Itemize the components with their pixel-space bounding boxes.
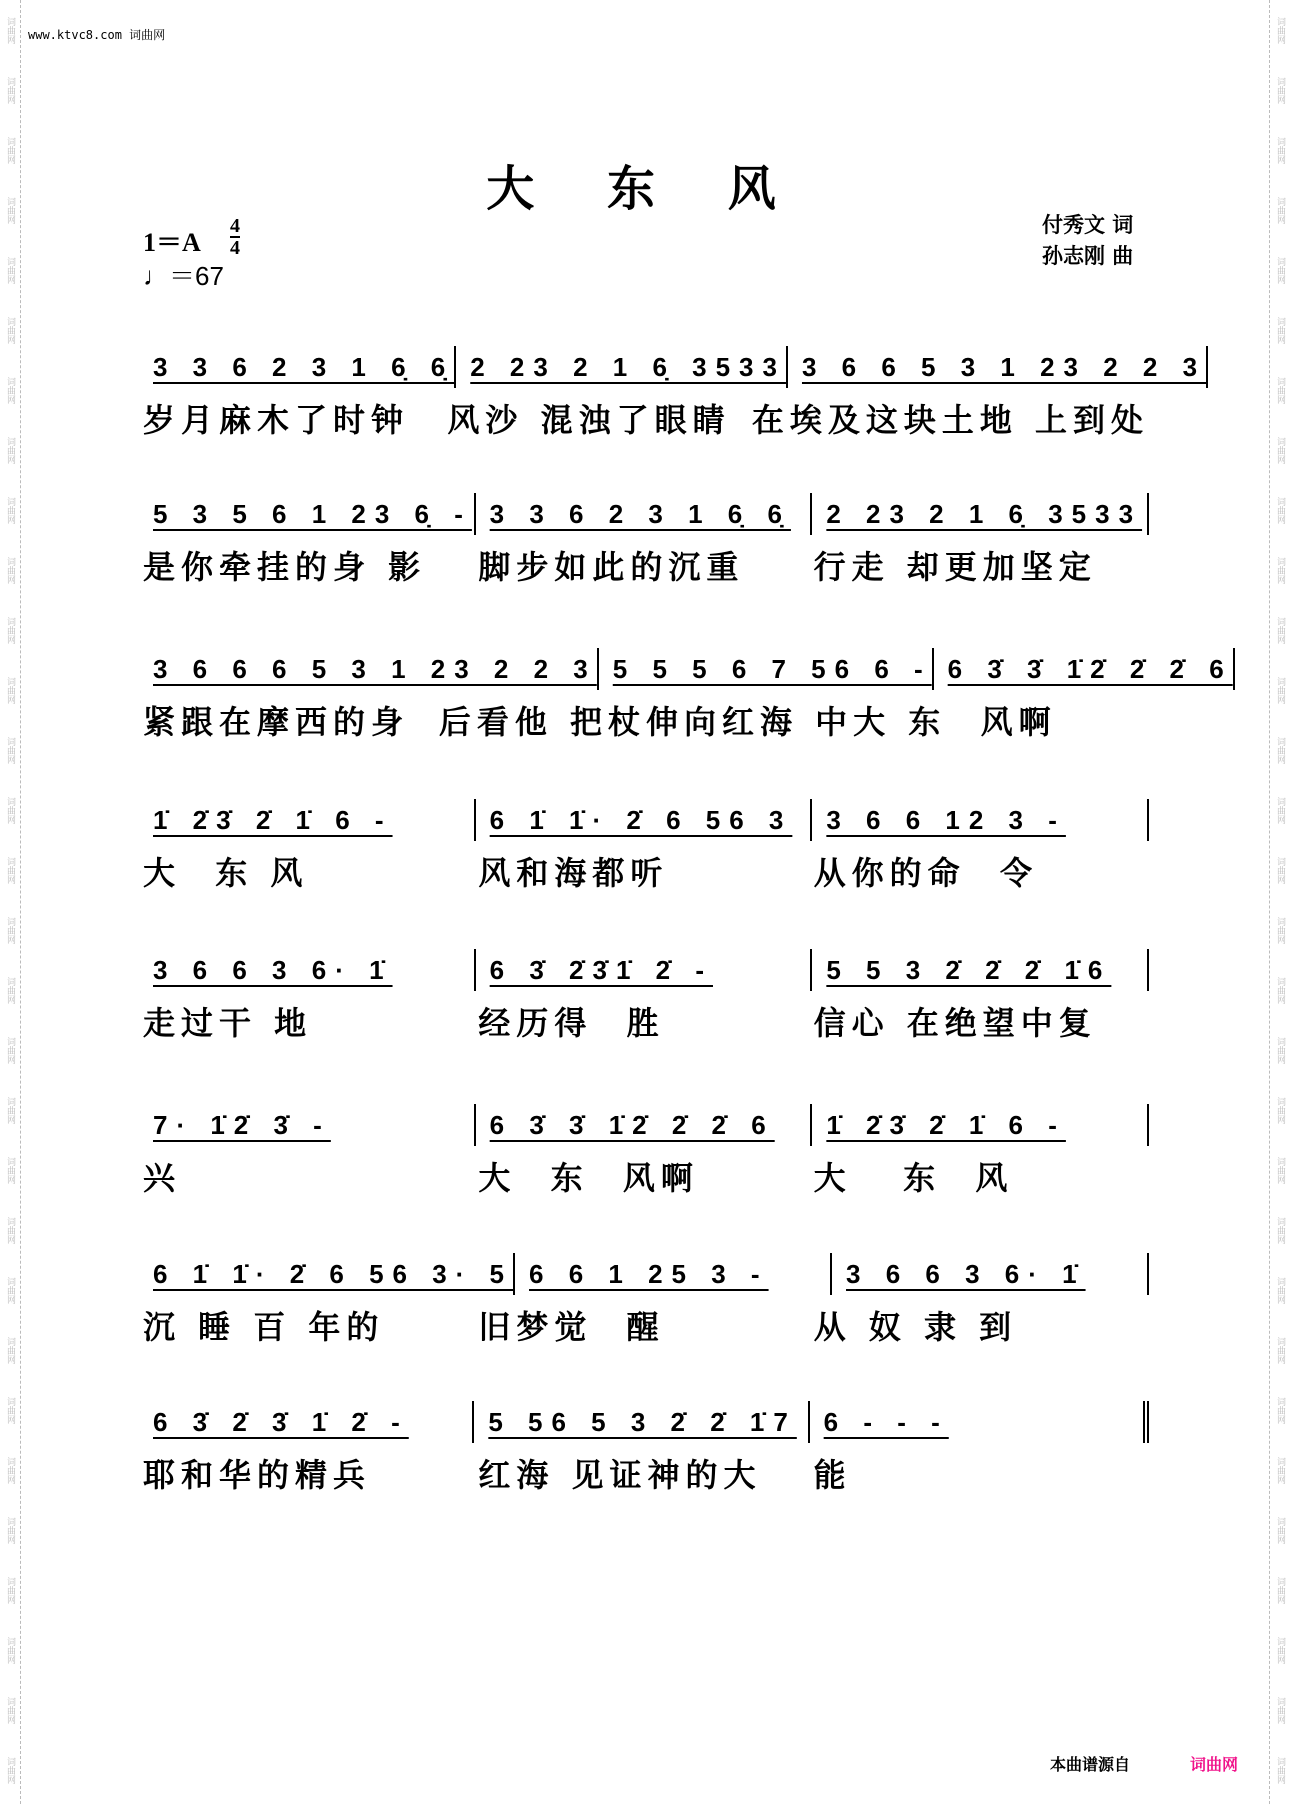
watermark-text: 词曲网 (1275, 136, 1285, 164)
watermark-text: 词曲网 (1275, 316, 1285, 344)
lyric-segment: 耶和华的精兵 (143, 1456, 372, 1494)
lyrics-row (143, 542, 1149, 588)
measure: 3 6 6 12 3 - (812, 799, 1149, 841)
lyric-segment: 后看他 把杖伸向红海 中 (438, 703, 854, 741)
watermark-text: 词曲网 (1275, 856, 1285, 884)
watermark-text: 词曲网 (5, 856, 15, 884)
watermark-text: 词曲网 (5, 556, 15, 584)
watermark-text: 词曲网 (5, 1036, 15, 1064)
watermark-text: 词曲网 (5, 1276, 15, 1304)
watermark-text: 词曲网 (1275, 616, 1285, 644)
lyric-segment: 是你牵挂的身 影 (143, 548, 427, 586)
watermark-text: 词曲网 (1275, 1336, 1285, 1364)
measure: 3 6 6 3 6· 1̇ (143, 949, 476, 991)
lyric-segment: 走过干 地 (143, 1004, 313, 1042)
lyric-segment: 信心 在绝望中复 (813, 1004, 1097, 1042)
lyric-segment: 沉 睡 百 年的 (143, 1308, 385, 1346)
measure: 6 1̇ 1̇· 2̇ 6 56 3 (476, 799, 813, 841)
meter-top: 4 (230, 215, 240, 237)
watermark-text: 词曲网 (1275, 196, 1285, 224)
measure: 5 5 3 2̇ 2̇ 2̇ 1̇6 (812, 949, 1149, 991)
lyric-segment: 风沙 混浊了眼睛 (447, 401, 731, 439)
watermark-text: 词曲网 (1275, 1216, 1285, 1244)
watermark-text: 词曲网 (1275, 676, 1285, 704)
watermark-text: 词曲网 (5, 1156, 15, 1184)
measure: 6 3̇ 3̇ 1̇2̇ 2̇ 2̇ 6 (476, 1104, 813, 1146)
notes-row (143, 798, 1149, 842)
watermark-text: 词曲网 (5, 1756, 15, 1784)
lyric-segment: 兴 (143, 1159, 182, 1197)
watermark-text: 词曲网 (1275, 376, 1285, 404)
watermark-text: 词曲网 (1275, 436, 1285, 464)
music-line (143, 1400, 1149, 1496)
lyrics-row (143, 1450, 1149, 1496)
notes-row (143, 345, 1207, 389)
watermark-text: 词曲网 (1275, 1276, 1285, 1304)
lyric-segment: 紧跟在摩西的身 (143, 703, 410, 741)
composer: 孙志刚 曲 (1042, 244, 1134, 268)
notes-row (143, 492, 1149, 536)
watermark-text: 词曲网 (1275, 496, 1285, 524)
lyric-segment: 大 东 风 (813, 1159, 1014, 1197)
watermark-text: 词曲网 (5, 1456, 15, 1484)
watermark-text: 词曲网 (5, 1576, 15, 1604)
lyric-segment: 风和海都听 (478, 854, 669, 892)
watermark-text: 词曲网 (5, 136, 15, 164)
lyric-segment: 能 (813, 1456, 852, 1494)
music-line (143, 1103, 1149, 1199)
time-signature (230, 216, 240, 258)
watermark-text: 词曲网 (5, 76, 15, 104)
watermark-text: 词曲网 (1275, 1396, 1285, 1424)
lyric-segment: 大 东 风啊 (478, 1159, 699, 1197)
lyric-segment: 行走 却更加坚定 (813, 548, 1097, 586)
watermark-text: 词曲网 (1275, 1756, 1285, 1784)
watermark-text: 词曲网 (5, 436, 15, 464)
lyricist: 付秀文 词 (1042, 213, 1134, 237)
credits (1042, 210, 1133, 272)
watermark-text: 词曲网 (1275, 556, 1285, 584)
measure: 6 6 1 25 3 - (515, 1253, 832, 1295)
measure: 3 6 6 6 5 3 1 23 2 2 3 (143, 648, 599, 690)
notes-row (143, 948, 1149, 992)
measure: 6 3̇ 2̇3̇1̇ 2̇ - (476, 949, 813, 991)
footer-source (1050, 1752, 1238, 1775)
lyric-segment: 从 奴 隶 到 (813, 1308, 1018, 1346)
lyric-segment: 岁月麻木了时钟 (143, 401, 410, 439)
measure: 2 23 2 1 6̣ 3533 (456, 346, 788, 388)
watermark-text: 词曲网 (5, 376, 15, 404)
watermark-text: 词曲网 (1275, 1636, 1285, 1664)
watermark-text: 词曲网 (1275, 1156, 1285, 1184)
watermark-text: 词曲网 (5, 916, 15, 944)
measure: 3 6 6 3 6· 1̇ (832, 1253, 1149, 1295)
measure: 7· 1̇2̇ 3̇ - (143, 1104, 476, 1146)
watermark-text: 词曲网 (1275, 1096, 1285, 1124)
tempo-marking: ♩＝67 (143, 261, 224, 291)
measure: 3 6 6 5 3 1 23 2 2 3 (788, 346, 1208, 388)
watermark-text: 词曲网 (1275, 256, 1285, 284)
watermark-text: 词曲网 (1275, 1036, 1285, 1064)
measure: 1̇ 2̇3̇ 2̇ 1̇ 6 - (812, 1104, 1149, 1146)
measure: 5 3 5 6 1 23 6̣ - (143, 493, 476, 535)
lyrics-row (143, 395, 1149, 441)
watermark-text: 词曲网 (5, 316, 15, 344)
notes-row (143, 1400, 1149, 1444)
watermark-text: 词曲网 (5, 616, 15, 644)
site-url[interactable]: www.ktvc8.com 词曲网 (28, 28, 166, 42)
watermark-text: 词曲网 (1275, 1456, 1285, 1484)
key-signature: 1＝A (143, 228, 201, 257)
measure: 3 3 6 2 3 1 6̣ 6̣ (143, 346, 456, 388)
watermark-text: 词曲网 (5, 1516, 15, 1544)
watermark-strip-left (0, 0, 21, 1804)
watermark-text: 词曲网 (1275, 1516, 1285, 1544)
watermark-text: 词曲网 (1275, 736, 1285, 764)
watermark-text: 词曲网 (1275, 976, 1285, 1004)
lyrics-row (143, 1153, 1149, 1199)
watermark-text: 词曲网 (1275, 1696, 1285, 1724)
notes-row (143, 1252, 1149, 1296)
lyrics-row (143, 848, 1149, 894)
meter-bottom: 4 (230, 237, 240, 259)
watermark-text: 词曲网 (5, 1216, 15, 1244)
measure: 6 1̇ 1̇· 2̇ 6 56 3· 5 (143, 1253, 515, 1295)
watermark-text: 词曲网 (5, 796, 15, 824)
lyric-segment: 脚步如此的沉重 (478, 548, 745, 586)
music-line (143, 345, 1207, 441)
lyric-segment: 经历得 胜 (478, 1004, 665, 1042)
watermark-text: 词曲网 (5, 1696, 15, 1724)
footer-brand-link[interactable]: 词曲网 (1190, 1755, 1239, 1774)
watermark-text: 词曲网 (5, 1096, 15, 1124)
watermark-text: 词曲网 (1275, 916, 1285, 944)
music-line (143, 798, 1149, 894)
lyrics-row (143, 697, 1149, 743)
song-title: 大 东 风 (486, 161, 804, 217)
watermark-text: 词曲网 (5, 976, 15, 1004)
measure: 6 3̇ 2̇ 3̇ 1̇ 2̇ - (143, 1401, 474, 1443)
notes-row (143, 647, 1233, 691)
music-line (143, 647, 1233, 743)
footer-source-label: 本曲谱源自 (1050, 1755, 1131, 1774)
watermark-text: 词曲网 (1275, 76, 1285, 104)
watermark-text: 词曲网 (5, 1396, 15, 1424)
measure: 3 3 6 2 3 1 6̣ 6̣ (476, 493, 813, 535)
measure: 1̇ 2̇3̇ 2̇ 1̇ 6 - (143, 799, 476, 841)
measure: 5 5 5 6 7 56 6 - (599, 648, 934, 690)
measure: 6 3̇ 3̇ 1̇2̇ 2̇ 2̇ 6 (934, 648, 1235, 690)
watermark-text: 词曲网 (5, 1636, 15, 1664)
watermark-text: 词曲网 (5, 196, 15, 224)
notes-row (143, 1103, 1149, 1147)
lyric-segment: 大 东 风啊 (853, 703, 1057, 741)
watermark-strip-right (1269, 0, 1290, 1804)
music-line (143, 492, 1149, 588)
lyric-segment: 在埃及这块土地 上到处 (751, 401, 1149, 439)
measure: 2 23 2 1 6̣ 3533 (812, 493, 1149, 535)
watermark-text: 词曲网 (1275, 1576, 1285, 1604)
watermark-text: 词曲网 (1275, 16, 1285, 44)
watermark-text: 词曲网 (5, 496, 15, 524)
watermark-text: 词曲网 (5, 256, 15, 284)
watermark-text: 词曲网 (5, 676, 15, 704)
lyric-segment: 红海 见证神的大 (478, 1456, 762, 1494)
measure: 5 56 5 3 2̇ 2̇ 1̇7 (474, 1401, 809, 1443)
lyric-segment: 大 东 风 (143, 854, 309, 892)
lyrics-row (143, 998, 1149, 1044)
lyrics-row (143, 1302, 1149, 1348)
measure: 6 - - - (810, 1401, 1149, 1443)
watermark-text: 词曲网 (5, 736, 15, 764)
watermark-text: 词曲网 (1275, 796, 1285, 824)
music-line (143, 948, 1149, 1044)
watermark-text: 词曲网 (5, 16, 15, 44)
lyric-segment: 从你的命 令 (813, 854, 1038, 892)
music-line (143, 1252, 1149, 1348)
lyric-segment: 旧梦觉 醒 (478, 1308, 665, 1346)
watermark-text: 词曲网 (5, 1336, 15, 1364)
